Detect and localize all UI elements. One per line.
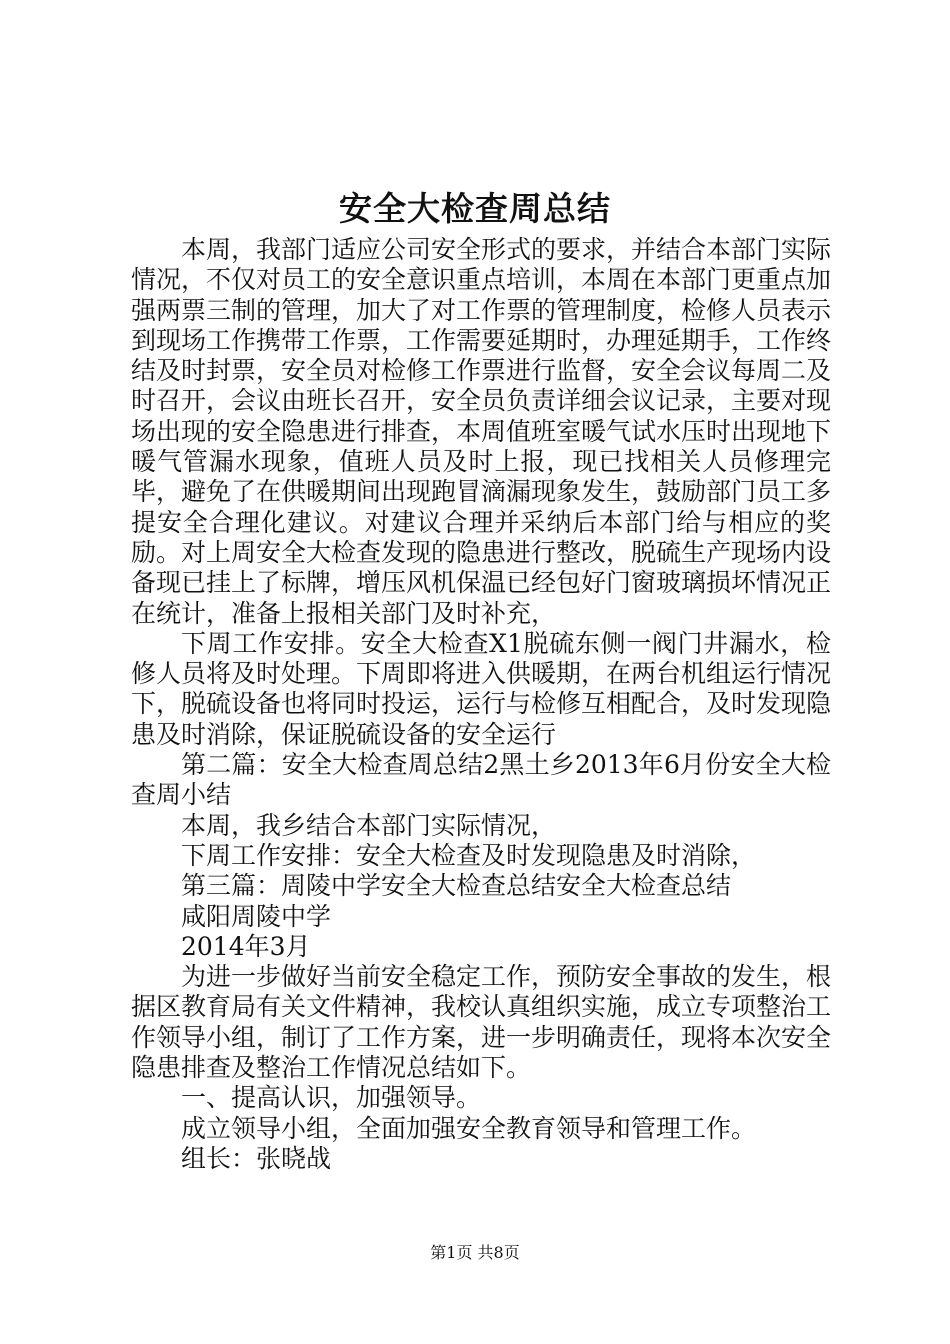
paragraph: 第三篇：周陵中学安全大检查总结安全大检查总结 xyxy=(181,871,732,901)
paragraph: 第二篇：安全大检查周总结2黑土乡2013年6月份安全大检查周小结 xyxy=(131,750,831,810)
paragraph: 本周，我部门适应公司安全形式的要求，并结合本部门实际情况，不仅对员工的安全意识重点培训，本周在本部门更重点加强两票三制的管理，加大了对工作票的管理制度，检修人员表示到现场工作携带工作票，工作需要延期时，办理延期手，工作终结及时封票，安全员对检修工作票进行监督，安全会议每周二及时召开，会议由班长召开，安全员负责详细会议记录，主要对现场出现的安全隐患进行排查，本周值班室暖气试水压时出现地下暖气管漏水现象，值班人员及时上报，现已找相关人员修理完毕，避免了在供暖期间出现跑冒滴漏现象发生，鼓励部门员工多提安全合理化建议。对建议合理并采纳后本部门给与相应的奖励。对上周安全大检查发现的隐患进行整改，脱硫生产现场内设备现已挂上了标牌，增压风机保温已经包好门窗玻璃损坏情况正在统计，准备上报相关部门及时补充， xyxy=(131,235,832,628)
document-title: 安全大检查周总结 xyxy=(339,189,611,228)
paragraph: 本周，我乡结合本部门实际情况， xyxy=(181,810,557,840)
paragraph: 2014年3月 xyxy=(181,931,311,961)
paragraph: 下周工作安排：安全大检查及时发现隐患及时消除， xyxy=(181,840,757,870)
paragraph: 一、提高认识，加强领导。 xyxy=(181,1083,482,1113)
paragraph: 下周工作安排。安全大检查X1脱硫东侧一阀门井漏水，检修人员将及时处理。下周即将进入供暖期，在两台机组运行情况下，脱硫设备也将同时投运，运行与检修互相配合，及时发现隐患及时消除，保证脱硫设备的安全运行 xyxy=(131,628,832,749)
page-footer: 第1页 共8页 xyxy=(430,1243,520,1262)
paragraph: 咸阳周陵中学 xyxy=(181,901,332,931)
document-body xyxy=(131,235,831,1174)
paragraph: 成立领导小组，全面加强安全教育领导和管理工作。 xyxy=(181,1113,757,1143)
paragraph: 组长：张晓战 xyxy=(181,1143,332,1173)
paragraph: 为进一步做好当前安全稳定工作，预防安全事故的发生，根据区教育局有关文件精神，我校认真组织实施，成立专项整治工作领导小组，制订了工作方案，进一步明确责任，现将本次安全隐患排查及整治工作情况总结如下。 xyxy=(131,962,832,1083)
